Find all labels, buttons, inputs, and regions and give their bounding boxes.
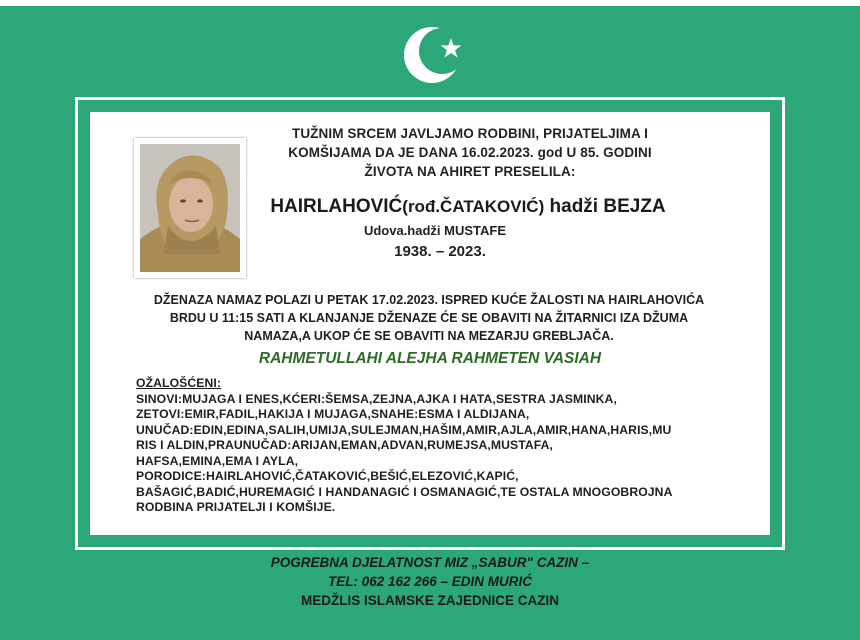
mourners-line: RODBINA PRIJATELJI I KOMŠIJE. [136,500,336,514]
mourners-line: PORODICE:HAIRLAHOVIĆ,ČATAKOVIĆ,BEŠIĆ,ELEZOVIĆ,KAPIĆ, [136,469,519,483]
mourners-line: SINOVI:MUJAGA I ENES,KĆERI:ŠEMSA,ZEJNA,AJKA I HATA,SESTRA JASMINKA, [136,391,617,406]
mourners-list [136,376,736,516]
maiden-name: (rođ.ČATAKOVIĆ) [402,197,545,216]
life-years: 1938. – 2023. [394,243,486,260]
organization-name: MEDŽLIS ISLAMSKE ZAJEDNICE CAZIN [300,593,559,608]
footer [180,553,680,610]
announcement-intro [255,124,685,181]
funeral-service: POGREBNA DJELATNOST MIZ „SABUR" CAZIN – [270,555,590,570]
crescent-star-icon [398,18,468,88]
mourners-line: HAFSA,EMINA,EMA I AYLA, [136,453,299,468]
contact-phone: TEL: 062 162 266 – EDIN MURIĆ [327,574,533,589]
widow-of: Udova.hadži MUSTAFE [363,223,507,238]
given-name: hadži BEJZA [544,196,666,217]
mourners-line: ZETOVI:EMIR,FADIL,HAKIJA I MUJAGA,SNAHE:ESMA I ALDIJANA, [136,407,530,421]
mourners-line: BAŠAGIĆ,BADIĆ,HUREMAGIĆ I HANDANAGIĆ I OSMANAGIĆ,TE OSTALA MNOGOBROJNA [136,484,673,499]
intro-line: TUŽNIM SRCEM JAVLJAMO RODBINI, PRIJATELJIMA I [291,126,648,141]
mourners-line: RIS I ALDIN,PRAUNUČAD:ARIJAN,EMAN,ADVAN,RUMEJSA,MUSTAFA, [136,438,554,452]
janaza-details [118,291,740,345]
top-border [0,0,860,6]
janaza-line: NAMAZA,A UKOP ĆE SE OBAVITI NA MEZARJU GREBLJAČA. [244,329,614,343]
surname: HAIRLAHOVIĆ [270,196,403,217]
janaza-line: DŽENAZA NAMAZ POLAZI U PETAK 17.02.2023. ISPRED KUĆE ŽALOSTI NA HAIRLAHOVIĆA [153,293,705,307]
deceased-name [248,196,688,218]
janaza-line: BRDU U 11:15 SATI A KLANJANJE DŽENAZE ĆE SE OBAVITI NA ŽITARNICI IZA DŽUMA [169,311,689,325]
intro-line: ŽIVOTA NA AHIRET PRESELILA: [364,164,576,179]
intro-line: KOMŠIJAMA DA JE DANA 16.02.2023. god U 85. GODINI [288,145,652,160]
dua-text: RAHMETULLAHI ALEJHA RAHMETEN VASIAH [258,350,602,367]
mourners-line: UNUČAD:EDIN,EDINA,SALIH,UMIJA,SULEJMAN,HAŠIM,AMIR,AJLA,AMIR,HANA,HARIS,MU [136,422,672,437]
deceased-portrait [134,138,246,278]
portrait-image [140,144,240,272]
mourners-heading: OŽALOŠĆENI: [136,376,222,390]
